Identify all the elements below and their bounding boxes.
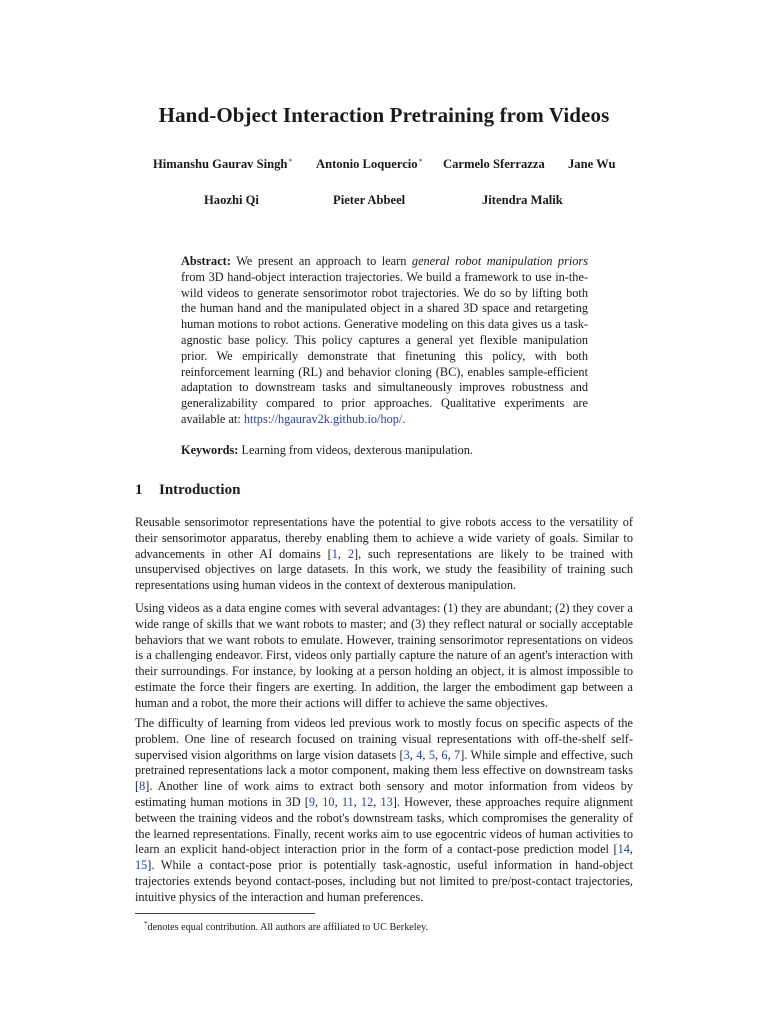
author-name: Jitendra Malik: [482, 193, 563, 207]
author-jitendra: [482, 193, 563, 208]
abstract-emphasis: general robot manipulation priors: [411, 254, 588, 268]
citation-separator: ,: [334, 794, 342, 809]
paragraph-text: The difficulty of learning from videos led previous work to mostly focus on specific aspects of the problem. One line of research focused on training visual representations with off-the-shelf self-supervised vision algorithms on large vision datasets [: [135, 716, 633, 762]
citation-link[interactable]: 6: [441, 747, 448, 762]
paper-title: Hand-Object Interaction Pretraining from Videos: [158, 103, 610, 127]
keywords-text: Learning from videos, dexterous manipulation.: [238, 443, 473, 457]
author-carmelo: [443, 157, 545, 172]
abstract: [181, 254, 588, 428]
author-antonio: [316, 157, 423, 172]
citation-link[interactable]: 9: [308, 794, 316, 809]
footnote-mark: *: [144, 920, 148, 928]
paragraph-text: ]. While simple and effective, such pretrained representations lack a motor component, making them less effective on downstream tasks [: [135, 747, 633, 794]
author-pieter: [333, 193, 405, 208]
intro-paragraph-3: [135, 716, 633, 906]
author-name: Himanshu Gaurav Singh: [153, 157, 288, 171]
citation-link[interactable]: 13: [380, 794, 393, 809]
citation-link[interactable]: 7: [454, 747, 461, 762]
equal-contribution-mark[interactable]: *: [418, 157, 423, 166]
citation-separator: ,: [315, 794, 323, 809]
citation-separator: ,: [422, 747, 429, 762]
citation-link[interactable]: 4: [416, 747, 423, 762]
author-name: Carmelo Sferrazza: [443, 157, 545, 171]
citation-link[interactable]: 3: [403, 747, 410, 762]
footnote: [144, 918, 428, 934]
citation-separator: ,: [373, 794, 381, 809]
author-jane: [568, 157, 615, 172]
author-haozhi: [204, 193, 259, 208]
paragraph-text: ]. However, these approaches require alignment between the training videos and the robot's downstream tasks, which compromises the generality of the learned representations. Finally, recent works aim to use egocentric videos of human activities to learn an explicit hand-object interaction prior in the form of a contact-pose prediction model [: [135, 794, 633, 857]
citation-link[interactable]: 11: [341, 794, 354, 809]
author-himanshu: [153, 157, 292, 172]
footnote-text: denotes equal contribution. All authors are affiliated to UC Berkeley.: [147, 922, 429, 933]
citation-link[interactable]: 5: [428, 747, 435, 762]
author-name: Antonio Loquercio: [316, 157, 418, 171]
citation-link[interactable]: 14: [617, 842, 630, 857]
abstract-label: Abstract:: [181, 254, 231, 268]
citation-link[interactable]: 2: [347, 546, 354, 561]
project-link[interactable]: https://hgaurav2k.github.io/hop/: [243, 411, 403, 426]
author-name: Pieter Abbeel: [333, 193, 406, 207]
citation-separator: ,: [337, 546, 348, 561]
abstract-text: from 3D hand-object interaction trajectories. We build a framework to use in-the-wild videos to generate sensorimotor robot trajectories. We do so by lifting both the human hand and the manipulated object in a shared 3D space and retargeting human motions to robot actions. Generative modeling on this data gives us a task-agnostic base policy. This policy captures a general yet flexible manipulation prior. We empirically demonstrate that finetuning this policy, with both reinforcement learning (RL) and behavior cloning (BC), enables sample-efficient adaptation to downstream tasks and simultaneously improves robustness and generalizability compared to prior approaches. Qualitative experiments are available at:: [181, 269, 588, 426]
citation-separator: ,: [447, 747, 455, 762]
citation-separator: ,: [434, 747, 442, 762]
intro-paragraph-2: Using videos as a data engine comes with several advantages: (1) they are abundant; (2) they cover a wide range of skills that we want robots to master; and (3) they reflect natural or socially acceptable behaviors that we want robots to emulate. However, training sensorimotor representations on videos is a challenging endeavor. First, videos only partially capture the nature of an agent's interaction with their surroundings. For instance, by looking at a person holding an object, it is almost impossible to estimate the force their fingers are exerting. In addition, the larger the embodiment gap between a human and a robot, the more their actions will differ to achieve the same objectives.: [135, 601, 633, 710]
citation-link[interactable]: 10: [322, 794, 335, 809]
citation-separator: ,: [353, 794, 361, 809]
citation-separator: ,: [629, 842, 633, 857]
abstract-end: .: [402, 411, 406, 426]
intro-paragraph-1: [135, 515, 633, 594]
section-number: 1: [135, 482, 143, 498]
paragraph-text: ]. While a contact-pose prior is potentially task-agnostic, useful information in hand-object trajectories extends beyond contact-poses, including but not limited to pre/post-contact trajectories, intuitive physics of the interaction and human preferences.: [135, 858, 633, 904]
keywords-label: Keywords:: [181, 443, 239, 457]
citation-link[interactable]: 8: [139, 779, 146, 794]
citation-link[interactable]: 1: [331, 546, 338, 561]
paragraph-text: ], such representations are likely to be trained with unsupervised objectives on large datasets. In this work, we study the feasibility of training such representations using human videos in the context of dexterous manipulation.: [135, 546, 633, 593]
paragraph-text: ]. Another line of work aims to extract both sensory and motor information from videos by estimating human motions in 3D [: [135, 779, 633, 809]
equal-contribution-mark[interactable]: *: [288, 157, 293, 166]
citation-link[interactable]: 12: [360, 794, 374, 809]
abstract-text: We present an approach to learn: [230, 254, 412, 268]
citation-separator: ,: [409, 747, 417, 762]
author-name: Jane Wu: [568, 157, 616, 171]
section-heading: [135, 482, 240, 499]
citation-link[interactable]: 15: [135, 858, 148, 873]
paragraph-text: Reusable sensorimotor representations have the potential to give robots access to the versatility of their sensorimotor apparatus, thereby enabling them to achieve a wide variety of goals. Similar to advancements in other AI domains [: [135, 515, 633, 561]
section-title: Introduction: [159, 482, 241, 498]
keywords: [181, 443, 588, 459]
author-name: Haozhi Qi: [204, 193, 259, 207]
footnote-rule: [135, 913, 315, 914]
